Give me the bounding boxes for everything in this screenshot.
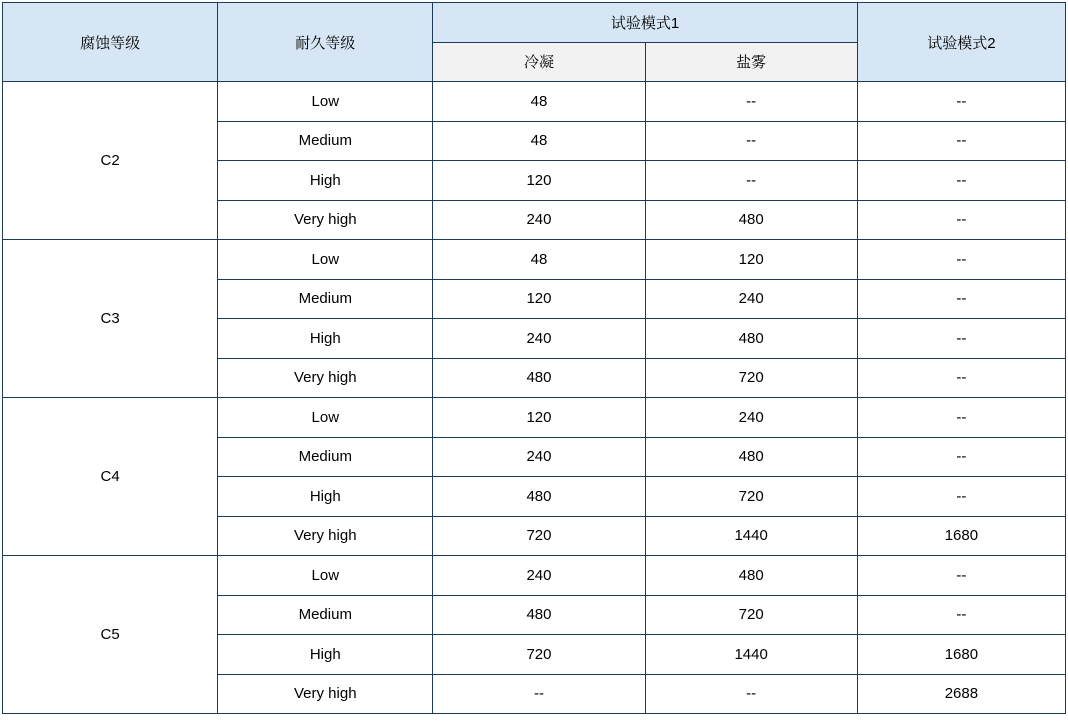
durability-label: Low xyxy=(218,398,433,438)
condensation-value: 120 xyxy=(433,398,645,438)
cyclic-aging-value: 2688 xyxy=(857,674,1065,714)
salt-spray-value: 480 xyxy=(645,437,857,477)
salt-spray-value: 720 xyxy=(645,477,857,517)
cyclic-aging-value: -- xyxy=(857,161,1065,201)
salt-spray-value: 240 xyxy=(645,279,857,319)
salt-spray-value: 240 xyxy=(645,398,857,438)
cyclic-aging-value: -- xyxy=(857,121,1065,161)
condensation-value: 240 xyxy=(433,437,645,477)
cyclic-aging-value: -- xyxy=(857,398,1065,438)
durability-label: Very high xyxy=(218,674,433,714)
cyclic-aging-value: -- xyxy=(857,200,1065,240)
cyclic-aging-value: 1680 xyxy=(857,516,1065,556)
cyclic-aging-value: -- xyxy=(857,319,1065,359)
salt-spray-value: 480 xyxy=(645,200,857,240)
condensation-value: 720 xyxy=(433,635,645,675)
header-condensation: 冷凝 xyxy=(433,42,645,82)
salt-spray-value: -- xyxy=(645,82,857,122)
durability-label: Medium xyxy=(218,121,433,161)
salt-spray-value: 1440 xyxy=(645,516,857,556)
condensation-value: 120 xyxy=(433,279,645,319)
salt-spray-value: 480 xyxy=(645,556,857,596)
salt-spray-value: -- xyxy=(645,674,857,714)
table-header xyxy=(3,3,1066,82)
condensation-value: 240 xyxy=(433,319,645,359)
header-durability-grade: 耐久等级 xyxy=(218,3,433,82)
durability-label: Low xyxy=(218,240,433,280)
cyclic-aging-value: -- xyxy=(857,595,1065,635)
header-test-mode-2: 试验模式2 xyxy=(857,3,1065,82)
cyclic-aging-value: -- xyxy=(857,240,1065,280)
group-label-c5: C5 xyxy=(3,556,218,714)
header-salt-spray: 盐雾 xyxy=(645,42,857,82)
table-row xyxy=(3,82,1066,122)
group-label-c2: C2 xyxy=(3,82,218,240)
durability-label: Low xyxy=(218,82,433,122)
salt-spray-value: 720 xyxy=(645,358,857,398)
durability-label: High xyxy=(218,477,433,517)
table-row xyxy=(3,398,1066,438)
durability-label: High xyxy=(218,161,433,201)
group-label-c4: C4 xyxy=(3,398,218,556)
cyclic-aging-value: -- xyxy=(857,279,1065,319)
cyclic-aging-value: -- xyxy=(857,437,1065,477)
cyclic-aging-value: -- xyxy=(857,82,1065,122)
table-row xyxy=(3,556,1066,596)
durability-label: High xyxy=(218,635,433,675)
group-label-c3: C3 xyxy=(3,240,218,398)
condensation-value: 480 xyxy=(433,477,645,517)
condensation-value: 240 xyxy=(433,200,645,240)
salt-spray-value: -- xyxy=(645,161,857,201)
durability-label: Very high xyxy=(218,516,433,556)
condensation-value: 48 xyxy=(433,121,645,161)
cyclic-aging-value: 1680 xyxy=(857,635,1065,675)
condensation-value: -- xyxy=(433,674,645,714)
table-body xyxy=(3,82,1066,714)
header-row-top xyxy=(3,3,1066,43)
salt-spray-value: 1440 xyxy=(645,635,857,675)
durability-label: Very high xyxy=(218,358,433,398)
durability-label: High xyxy=(218,319,433,359)
cyclic-aging-value: -- xyxy=(857,477,1065,517)
condensation-value: 120 xyxy=(433,161,645,201)
table-row xyxy=(3,240,1066,280)
durability-label: Medium xyxy=(218,437,433,477)
condensation-value: 48 xyxy=(433,82,645,122)
salt-spray-value: -- xyxy=(645,121,857,161)
condensation-value: 240 xyxy=(433,556,645,596)
salt-spray-value: 480 xyxy=(645,319,857,359)
corrosion-durability-table xyxy=(2,2,1066,714)
condensation-value: 480 xyxy=(433,358,645,398)
cyclic-aging-value: -- xyxy=(857,556,1065,596)
durability-label: Very high xyxy=(218,200,433,240)
condensation-value: 480 xyxy=(433,595,645,635)
salt-spray-value: 720 xyxy=(645,595,857,635)
durability-label: Medium xyxy=(218,279,433,319)
salt-spray-value: 120 xyxy=(645,240,857,280)
durability-label: Medium xyxy=(218,595,433,635)
header-test-mode-1: 试验模式1 xyxy=(433,3,857,43)
durability-label: Low xyxy=(218,556,433,596)
condensation-value: 720 xyxy=(433,516,645,556)
condensation-value: 48 xyxy=(433,240,645,280)
cyclic-aging-value: -- xyxy=(857,358,1065,398)
header-corrosion-grade: 腐蚀等级 xyxy=(3,3,218,82)
